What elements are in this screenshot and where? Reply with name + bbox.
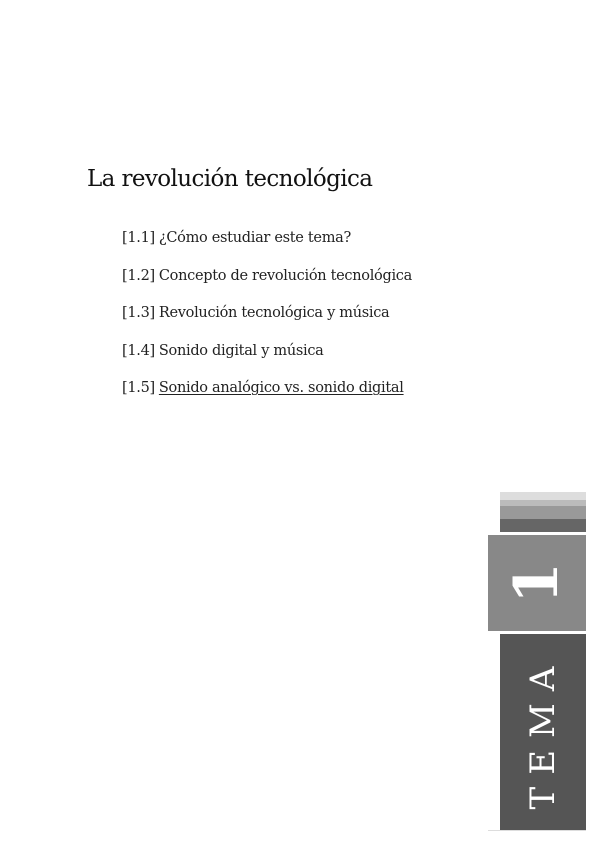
toc-item-text: ¿Cómo estudiar este tema? — [158, 230, 351, 246]
tema-label-block — [500, 634, 586, 830]
toc-item-number: [1.2] — [122, 267, 155, 284]
tab-divider — [488, 830, 586, 831]
tab-stripe — [500, 506, 586, 519]
toc-item-text: Concepto de revolución tecnológica — [158, 267, 412, 284]
tema-label: TEMA — [523, 654, 563, 810]
toc-item — [122, 267, 412, 305]
table-of-contents — [122, 229, 412, 417]
tab-stripe — [500, 519, 586, 532]
toc-item — [122, 379, 412, 417]
toc-item-number: [1.1] — [122, 230, 155, 246]
toc-item-text: Sonido digital y música — [158, 342, 324, 359]
toc-item — [122, 229, 412, 267]
toc-item-number: [1.5] — [122, 380, 155, 396]
toc-item — [122, 304, 412, 342]
chapter-number: 1 — [502, 562, 572, 604]
chapter-title: La revolución tecnológica — [87, 166, 373, 192]
toc-item-text: Revolución tecnológica y música — [158, 305, 390, 321]
toc-item-number: [1.3] — [122, 305, 155, 321]
chapter-number-block — [488, 535, 586, 631]
toc-item-number: [1.4] — [122, 342, 155, 359]
toc-item — [122, 342, 412, 380]
tab-stripe — [500, 492, 586, 500]
toc-item-link[interactable]: Sonido analógico vs. sonido digital — [158, 380, 404, 396]
